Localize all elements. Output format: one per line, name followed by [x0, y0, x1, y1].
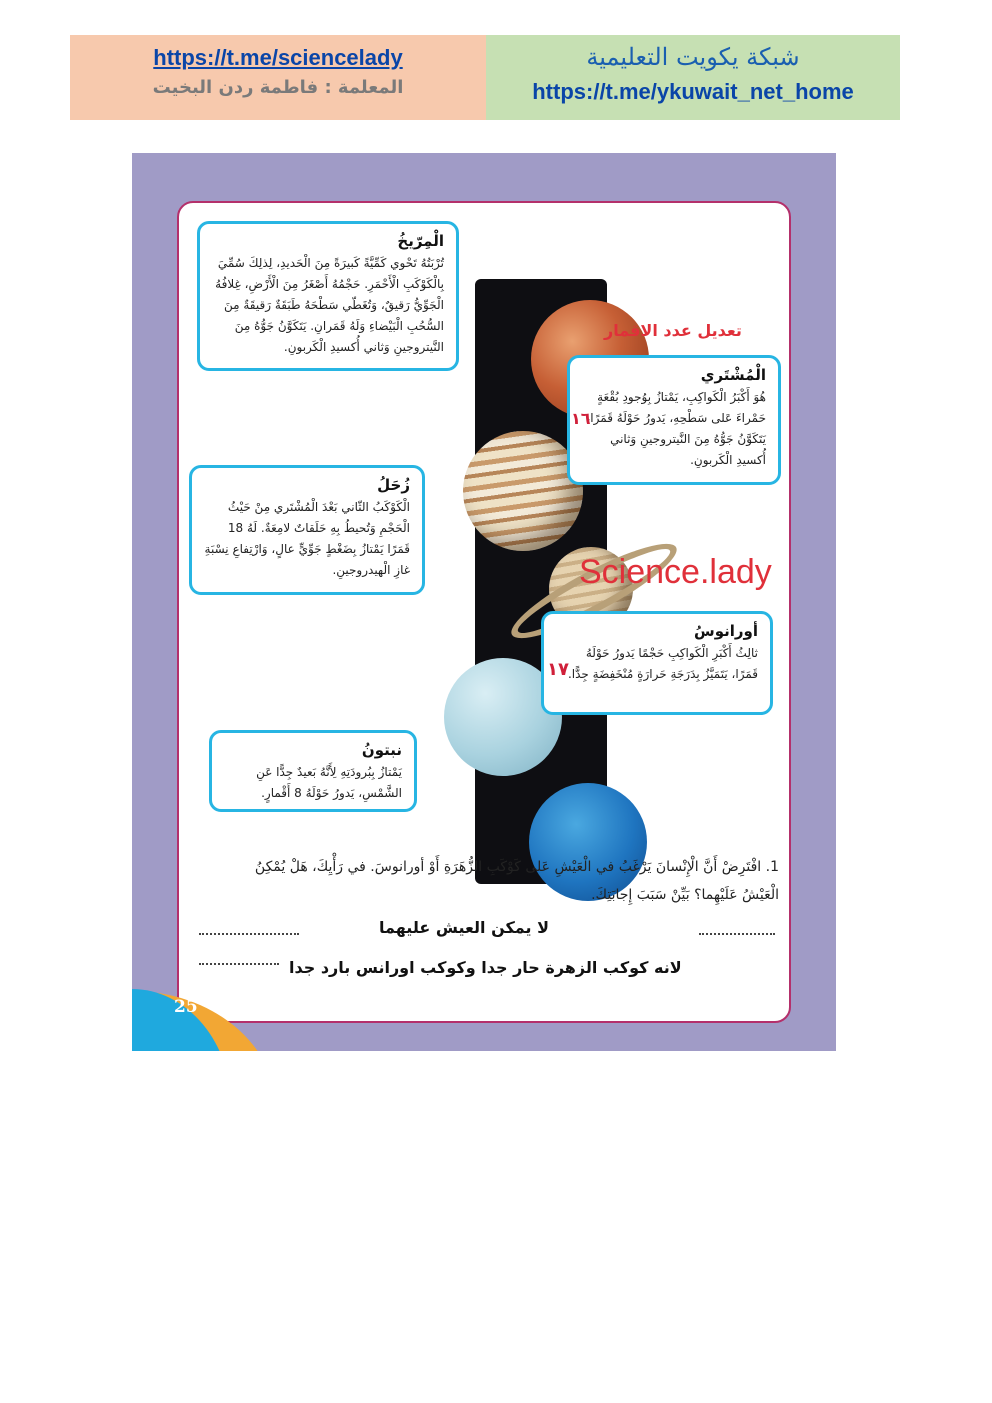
textbook-page-scan: [132, 153, 836, 1051]
mars-text: تُرْبَتُهُ تَحْوي كَمِّيَّةً كَبيرَةً مِنَ الْحَديدِ، لِذلِكَ سُمِّيَ بِالْكَوْكَبِ الْأَحْمَرِ. حَجْمُهُ أَصْغَرُ مِنَ الْأَرْضِ، غِلافُهُ الْجَوِّيُّ رَقيقٌ، وَتُغَطّي سَطْحَهُ طَبَقَةٌ رَقيقَةٌ مِنَ السُّحُبِ الْبَيْضاءِ وَلَهُ قَمَرانِ. يَتَكَوَّنُ جَوُّهُ مِنَ النَّيتروجينِ وَثاني أُكسيدِ الْكَربونِ.: [215, 256, 444, 354]
edit-note: تعديل عدد الاقمار: [604, 321, 742, 340]
uranus-title: أورانوسُ: [694, 622, 758, 640]
answer-line: [199, 963, 279, 965]
teacher-name: المعلمة : فاطمة ردن البخيت: [152, 77, 404, 98]
saturn-title: زُحَلُ: [377, 476, 410, 494]
watermark: Science.lady: [579, 553, 772, 591]
network-name: شبكة يكويت التعليمية: [586, 43, 800, 71]
mars-title: الْمِرّيخُ: [397, 232, 444, 250]
header-right-panel: [486, 35, 900, 120]
jupiter-image: [463, 431, 583, 551]
page-number: 25: [174, 997, 198, 1017]
uranus-card: [541, 611, 773, 715]
neptune-card: [209, 730, 417, 812]
uranus-text: ثالِثُ أَكْبَرِ الْكَواكِبِ حَجْمًا يَدورُ حَوْلَهُ قَمَرًا، يَتَمَيَّزُ بِدَرَجَةِ حَرارَةٍ مُنْخَفِضَةٍ جِدًّا.: [567, 646, 758, 681]
answer-line: [699, 933, 775, 935]
saturn-text: الْكَوْكَبُ الثّاني بَعْدَ الْمُشْتَري مِنْ حَيْثُ الْحَجْمِ وَتُحيطُ بِهِ حَلَقاتٌ لامِعَةٌ. لَهُ 18 قَمَرًا يَمْتازُ بِضَغْطٍ جَوِّيٍّ عالٍ، وَارْتِفاعِ نِسْبَةِ غازِ الْهيدروجينِ.: [204, 500, 410, 577]
jupiter-moons-number: ١٦: [571, 409, 591, 428]
answer-2: لانه كوكب الزهرة حار جدا وكوكب اورانس بارد جدا: [289, 958, 682, 977]
network-link[interactable]: https://t.me/ykuwait_net_home: [532, 79, 854, 104]
jupiter-card: [567, 355, 781, 485]
neptune-text: يَمْتازُ بِبُرودَتِهِ لِأَنَّهُ بَعيدٌ جِدًّا عَنِ الشَّمْسِ، يَدورُ حَوْلَهُ 8 أَقْمارٍ.: [256, 765, 402, 800]
neptune-title: نبتونُ: [361, 741, 402, 759]
saturn-card: [189, 465, 425, 595]
question-text: 1. افْتَرِضْ أَنَّ الْإِنْسانَ يَرْغَبُ في الْعَيْشِ عَلى كَوْكَبِ الزُّهَرَةِ أَوْ أورانوسَ. في رَأْيِكَ، هَلْ يُمْكِنُ الْعَيْشُ عَلَيْهِما؟ بَيِّنْ سَبَبَ إِجابَتِكَ.: [254, 859, 779, 903]
page-frame: [177, 201, 791, 1023]
uranus-moons-number: ١٧: [547, 659, 569, 680]
channel-link[interactable]: https://t.me/sciencelady: [153, 45, 403, 70]
jupiter-title: الْمُشْتَري: [700, 366, 766, 384]
mars-card: [197, 221, 459, 371]
answer-1: لا يمكن العيش عليهما: [379, 918, 550, 937]
answer-line: [199, 933, 299, 935]
jupiter-text: هُوَ أَكْبَرُ الْكَواكِبِ، يَمْتازُ بِوُجودِ بُقْعَةٍ حَمْراءَ عَلى سَطْحِهِ، يَدورُ حَوْلَهُ قَمَرًا، يَتَكَوَّنُ جَوُّهُ مِنَ النَّيتروجينِ وَثاني أُكسيدِ الْكَربونِ.: [586, 390, 766, 467]
header-left-panel: [70, 35, 486, 120]
